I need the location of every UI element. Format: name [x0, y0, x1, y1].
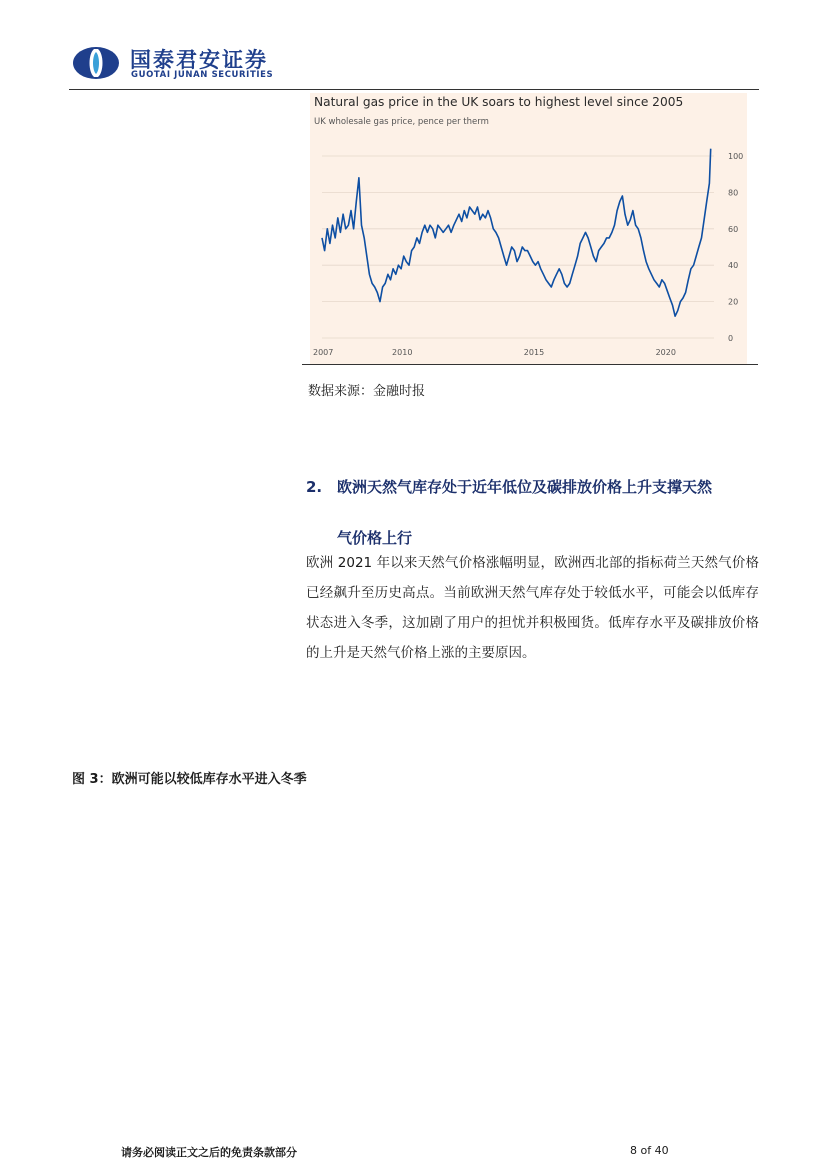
body-paragraph: 欧洲 2021 年以来天然气价格涨幅明显，欧洲西北部的指标荷兰天然气价格已经飙升至历史高点。当前欧洲天然气库存处于较低水平，可能会以低库存状态进入冬季，这加剧了用户的担忧并积极囤货。低库存水平及碳排放价格的上升是天然气价格上涨的主要原因。: [306, 555, 759, 661]
page-number: 8 of 40: [630, 1144, 669, 1157]
x-tick-label: 2020: [655, 348, 676, 357]
chart-title: Natural gas price in the UK soars to highest level since 2005: [314, 95, 684, 109]
brand-name-en: GUOTAI JUNAN SECURITIES: [131, 70, 274, 80]
y-tick-label: 20: [728, 297, 739, 307]
y-tick-label: 0: [728, 334, 734, 343]
y-tick-label: 60: [728, 224, 739, 234]
brand-name-cn: 国泰君安证券: [130, 48, 268, 72]
x-tick-label: 2010: [392, 348, 413, 357]
y-tick-label: 100: [728, 152, 744, 161]
figure-source: 数据来源：金融时报: [308, 384, 426, 399]
figure-bottom-rule: [302, 364, 758, 365]
section-number: 2.: [306, 478, 323, 496]
x-tick-label: 2007: [313, 348, 334, 357]
guotai-junan-logo-icon: [72, 46, 120, 80]
y-tick-label: 40: [728, 261, 739, 271]
section-title-line2: 气价格上行: [337, 529, 413, 547]
section-title-line1: 欧洲天然气库存处于近年低位及碳排放价格上升支撑天然: [337, 478, 713, 496]
y-tick-label: 80: [728, 188, 739, 198]
x-tick-label: 2015: [523, 348, 545, 357]
figure-caption: 图 3：欧洲可能以较低库存水平进入冬季: [72, 772, 307, 787]
chart-subtitle: UK wholesale gas price, pence per therm: [314, 117, 489, 127]
uk-gas-price-chart: [302, 90, 758, 365]
footer-disclaimer: 请务必阅读正文之后的免责条款部分: [121, 1146, 297, 1159]
